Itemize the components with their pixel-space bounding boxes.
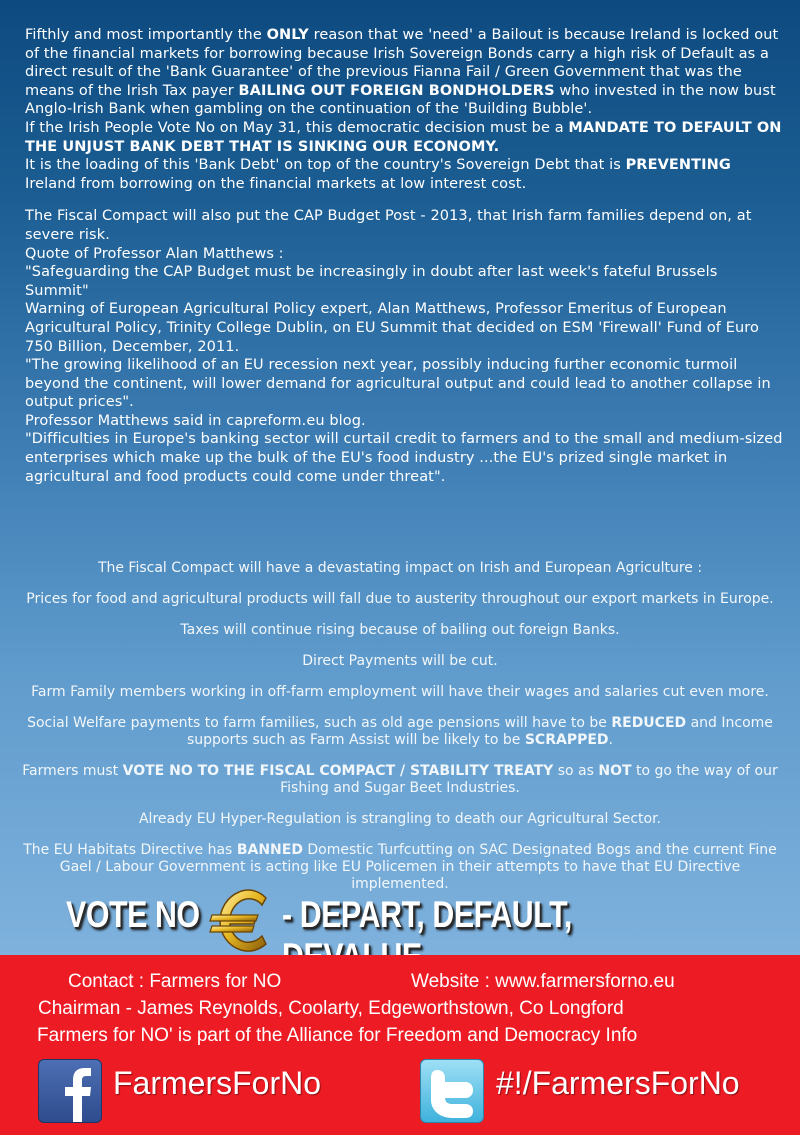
bold-emphasis: NOT [598, 763, 632, 779]
twitter-icon[interactable] [420, 1059, 484, 1123]
paragraph-quote-banking: "Difficulties in Europe's banking sector will curtail credit to farmers and to the small and medium-sized enterprises which make up the bulk of the EU's food industry ...the EU's prized single market in agricultural and food products could come under threat". [25, 431, 783, 485]
bold-emphasis: SCRAPPED [524, 732, 609, 748]
contact-text: Contact : Farmers for NO [68, 971, 282, 992]
paragraph-mandate: If the Irish People Vote No on May 31, this democratic decision must be a MANDATE TO DEFAULT ON THE UNJUST BANK DEBT THAT IS SINKING OUR ECONOMY. [25, 119, 782, 155]
impact-prices: Prices for food and agricultural products will fall due to austerity throughout our export markets in Europe. [26, 591, 774, 607]
impact-wages: Farm Family members working in off-farm employment will have their wages and salaries cut even more. [31, 684, 769, 700]
euro-icon [208, 884, 278, 956]
vote-no-text: VOTE NO [66, 894, 200, 935]
bold-emphasis: PREVENTING [625, 157, 731, 174]
vote-banner [0, 880, 800, 955]
impact-taxes: Taxes will continue rising because of bailing out foreign Banks. [180, 622, 620, 638]
bold-emphasis: ONLY [266, 27, 309, 43]
bold-emphasis: VOTE NO TO THE FISCAL COMPACT / STABILITY TREATY [122, 763, 554, 779]
contact-footer [0, 955, 800, 1135]
paragraph-quote-cap: "Safeguarding the CAP Budget must be increasingly in doubt after last week's fateful Brussels Summit" [25, 264, 718, 299]
website-text: Website : www.farmersforno.eu [411, 971, 675, 992]
bold-emphasis: MANDATE TO DEFAULT ON THE UNJUST BANK DEBT THAT IS SINKING OUR ECONOMY. [25, 119, 782, 155]
impact-welfare: Social Welfare payments to farm families, such as old age pensions will have to be REDUCED and Income supports such as Farm Assist will be likely to be SCRAPPED. [27, 715, 773, 748]
paragraph-quote-intro: Quote of Professor Alan Matthews : [25, 245, 284, 262]
chairman-text: Chairman - James Reynolds, Coolarty, Edgeworthstown, Co Longford [38, 998, 624, 1019]
impact-heading: The Fiscal Compact will have a devastating impact on Irish and European Agriculture : [97, 560, 703, 576]
bold-emphasis: BANNED [236, 842, 303, 858]
paragraph-bank-debt: It is the loading of this 'Bank Debt' on top of the country's Sovereign Debt that is PREVENTING Ireland from borrowing on the financial markets at low interest cost. [25, 157, 731, 192]
impact-list [20, 560, 780, 907]
impact-regulation: Already EU Hyper-Regulation is strangling to death our Agricultural Sector. [138, 811, 662, 827]
depart-default-devalue-text: - DEPART, DEFAULT, [282, 894, 572, 935]
paragraph-quote-recession: "The growing likelihood of an EU recession next year, possibly inducing further economic turmoil beyond the continent, will lower demand for agricultural output and could lead to another collapse in output prices". [25, 357, 771, 411]
body-text [25, 26, 785, 486]
facebook-label[interactable]: FarmersForNo [113, 1065, 322, 1101]
impact-vote: Farmers must VOTE NO TO THE FISCAL COMPACT / STABILITY TREATY so as NOT to go the way of our Fishing and Sugar Beet Industries. [22, 763, 778, 796]
twitter-label[interactable]: #!/FarmersForNo [496, 1065, 740, 1101]
impact-payments: Direct Payments will be cut. [302, 653, 498, 669]
paragraph-blog: Professor Matthews said in capreform.eu blog. [25, 412, 366, 429]
impact-habitats: The EU Habitats Directive has BANNED Domestic Turfcutting on SAC Designated Bogs and the current Fine Gael / Labour Government is acting like EU Policemen in their attempts to have that EU Directive implemented. [23, 842, 777, 892]
paragraph-bailout: Fifthly and most importantly the ONLY reason that we 'need' a Bailout is because Ireland is locked out of the financial markets for borrowing because Irish Sovereign Bonds carry a high risk of Default as a direct result of the 'Bank Guarantee' of the previous Fianna Fail / Green Government that was the means of the Irish Tax payer BAILING OUT FOREIGN BONDHOLDERS who invested in the now bust Anglo-Irish Bank when gambling on the continuation of the 'Building Bubble'. [25, 27, 779, 118]
facebook-icon[interactable] [38, 1059, 102, 1123]
bold-emphasis: REDUCED [611, 715, 687, 731]
paragraph-cap-budget: The Fiscal Compact will also put the CAP Budget Post - 2013, that Irish farm families depend on, at severe risk. [25, 208, 752, 243]
bold-emphasis: BAILING OUT FOREIGN BONDHOLDERS [238, 82, 555, 99]
alliance-text: Farmers for NO' is part of the Alliance for Freedom and Democracy Info [37, 1025, 638, 1046]
paragraph-warning: Warning of European Agricultural Policy expert, Alan Matthews, Professor Emeritus of European Agricultural Policy, Trinity College Dublin, on EU Summit that decided on ESM 'Firewall' Fund of Euro 750 Billion, December, 2011. [25, 301, 759, 355]
